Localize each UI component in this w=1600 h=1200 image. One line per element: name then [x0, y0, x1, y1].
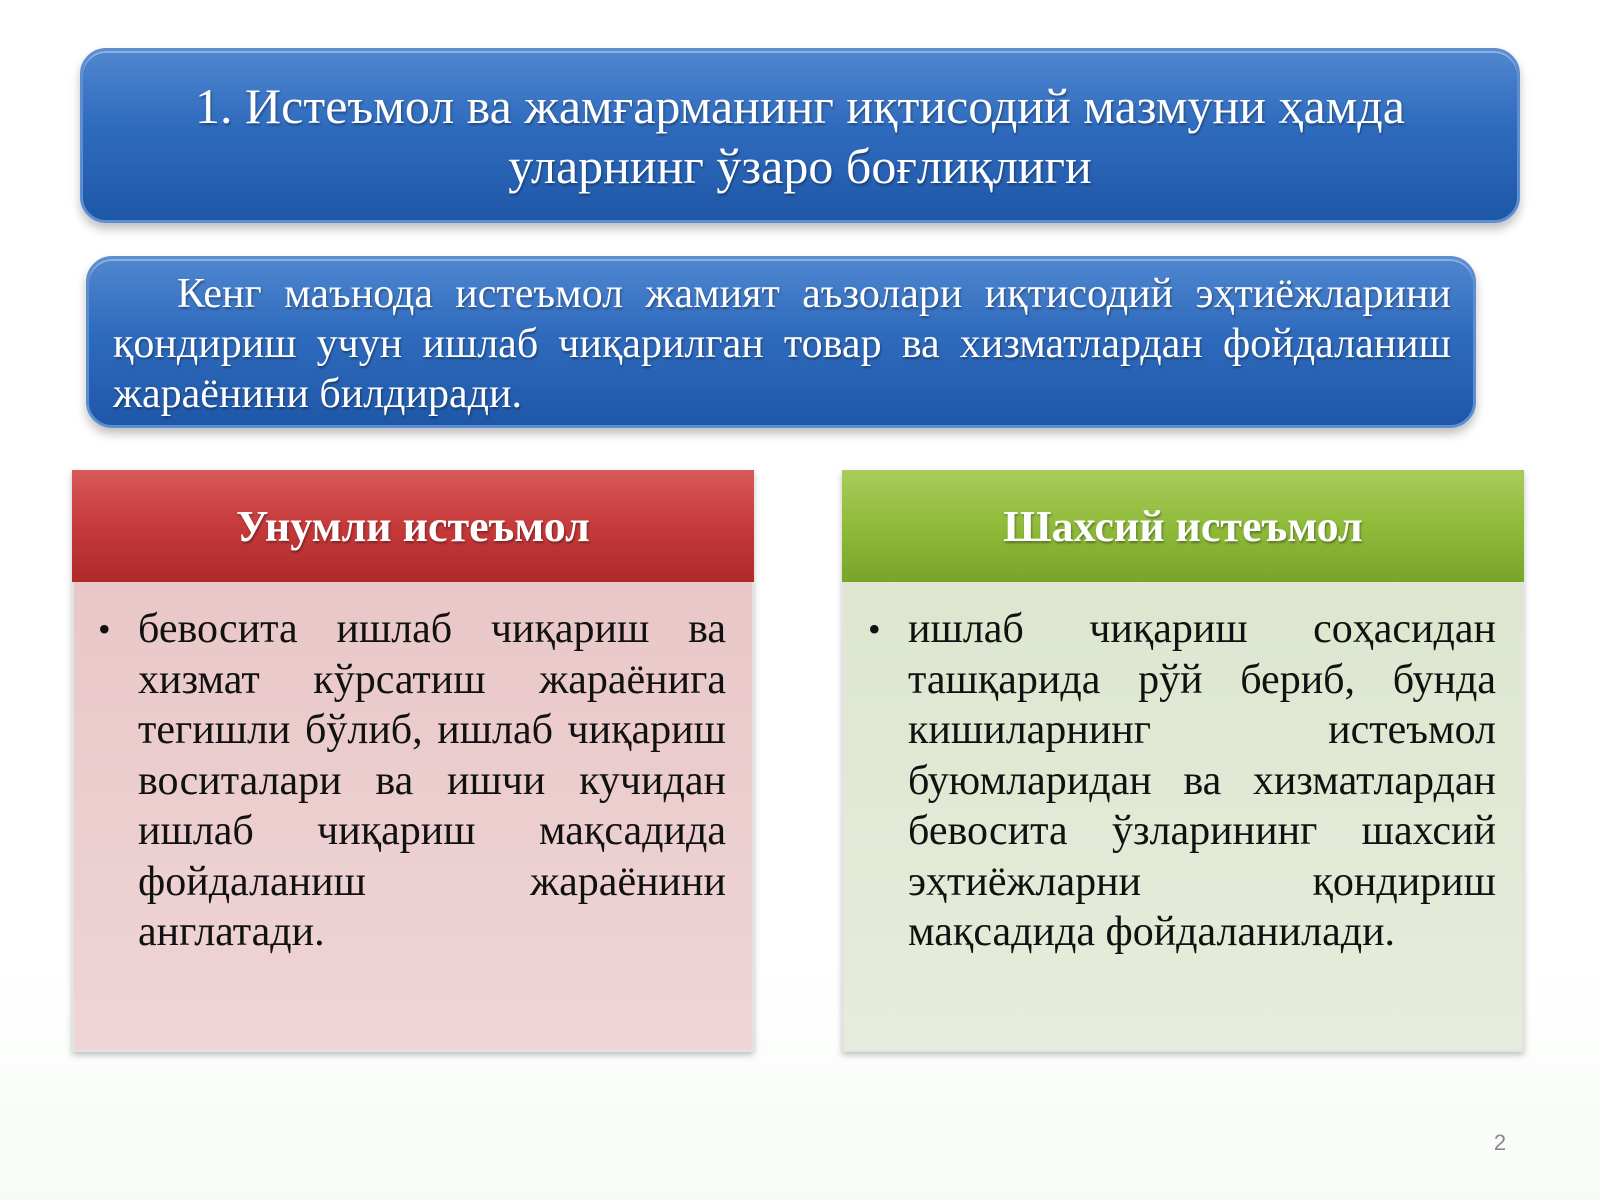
personal-consumption-body: [842, 582, 1524, 1052]
title-box: [80, 48, 1520, 223]
definition-text: Кенг маънода истеъмол жамият аъзолари иқтисодий эҳтиёжларини қондириш учун ишлаб чиқарилган товар ва хизматлардан фойдаланиш жараёнини билдиради.: [113, 271, 1451, 417]
list-item: [98, 604, 726, 958]
productive-consumption-body: [72, 582, 754, 1052]
bullet-icon: •: [98, 609, 111, 649]
list-item: [868, 604, 1496, 958]
personal-consumption-header: Шахсий истеъмол: [842, 470, 1524, 582]
bullet-icon: •: [868, 609, 881, 649]
personal-consumption-card: [842, 470, 1524, 1052]
productive-consumption-header: Унумли истеъмол: [72, 470, 754, 582]
slide-title: 1. Истеъмол ва жамғарманинг иқтисодий мазмуни ҳамда уларнинг ўзаро боғлиқлиги: [195, 77, 1405, 194]
personal-consumption-text: ишлаб чиқариш соҳасидан ташқарида рўй бериб, бунда кишиларнинг истеъмол буюмларидан ва хизматлардан бевосита ўзларининг шахсий эҳтиёжларни қондириш мақсадида фойдаланилади.: [908, 606, 1496, 955]
definition-box: [86, 256, 1476, 428]
productive-consumption-card: [72, 470, 754, 1052]
page-number: 2: [1493, 1130, 1507, 1155]
productive-consumption-text: бевосита ишлаб чиқариш ва хизмат кўрсатиш жараёнига тегишли бўлиб, ишлаб чиқариш воситалари ва ишчи кучидан ишлаб чиқариш мақсадида фойдаланиш жараёнини англатади.: [138, 606, 726, 955]
